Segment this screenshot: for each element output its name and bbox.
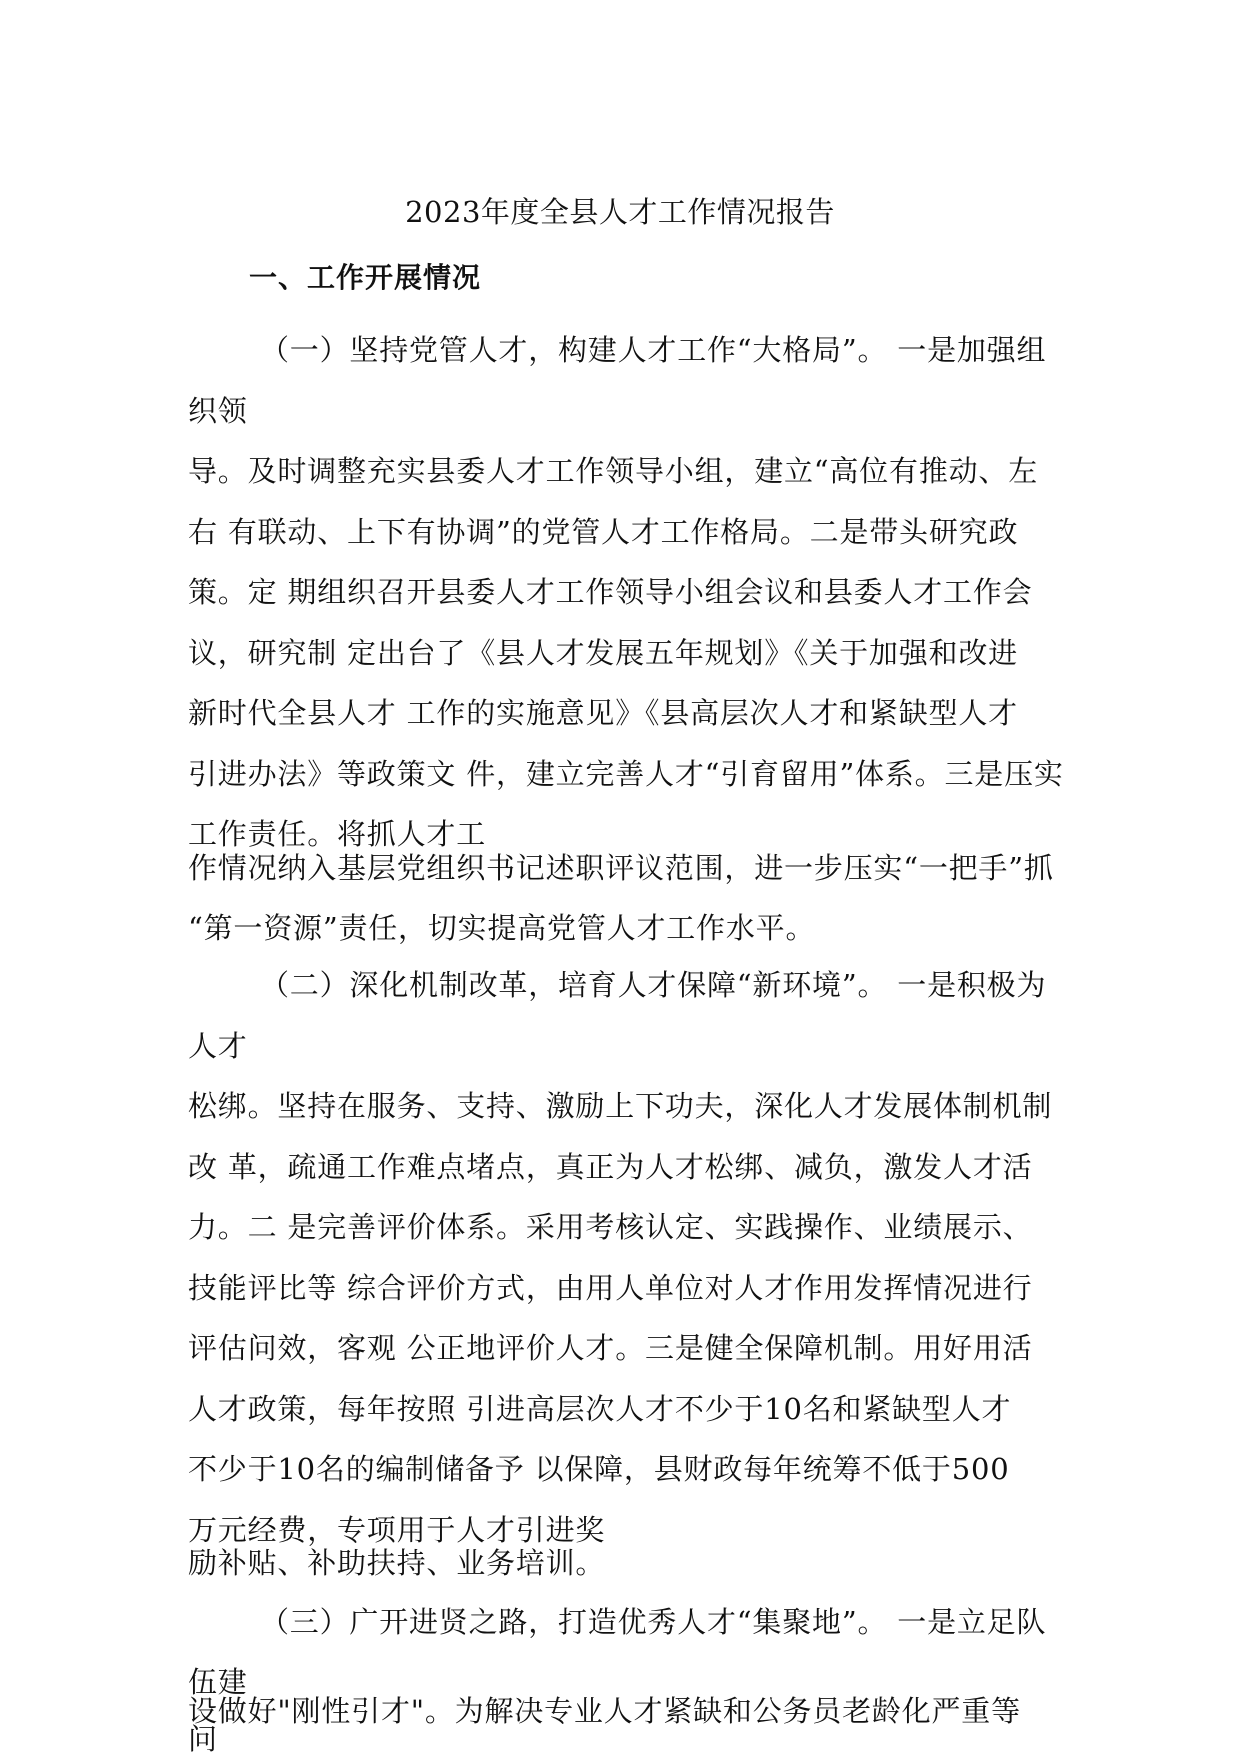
paragraph-1-text: （一）坚持党管人才，构建人才工作“大格局”。 一是加强组织领 导。及时调整充实县委人才工作领导小组，建立“高位有推动、左 右 有联动、上下有协调”的党管人才工作格局。二是带头研究政 策。定 期组织召开县委人才工作领导小组会议和县委人才工作会 议，研究制 定出台了《县人才发展五年规划》《关于加强和改进 新时代全县人才 工作的实施意见》《县高层次人才和紧缺型人才 引进办法》等政策文 件，建立完善人才“引育留用”体系。三是压实 工作责任。将抓人才工 [188, 333, 1064, 851]
paragraph-2 [188, 955, 1068, 1560]
paragraph-3-continued: 设做好"刚性引才"。为解决专业人才紧缺和公务员老龄化严重等 问 [188, 1694, 1021, 1756]
paragraph-2-continued: 励补贴、补助扶持、业务培训。 [188, 1546, 606, 1580]
section-heading: 一、工作开展情况 [249, 261, 482, 294]
paragraph-3-text: （三）广开进贤之路，打造优秀人才“集聚地”。 一是立足队伍建 [188, 1605, 1047, 1699]
document-title: 2023年度全县人才工作情况报告 [405, 195, 835, 229]
paragraph-2-text: （二）深化机制改革，培育人才保障“新环境”。 一是积极为人才 松绑。坚持在服务、支持、激励上下功夫，深化人才发展体制机制 改 革，疏通工作难点堵点，真正为人才松绑、减负，激发人才活 力。二 是完善评价体系。采用考核认定、实践操作、业绩展示、 技能评比等 综合评价方式，由用人单位对人才作用发挥情况进行 评估问效，客观 公正地评价人才。三是健全保障机制。用好用活 人才政策，每年按照 引进高层次人才不少于10名和紧缺型人才 不少于10名的编制储备予 以保障，县财政每年统筹不低于500 万元经费，专项用于人才引进奖 [188, 968, 1053, 1547]
paragraph-1 [188, 320, 1068, 865]
paragraph-1-continued: 作情况纳入基层党组织书记述职评议范围，进一步压实“一把手”抓 “第一资源”责任，切实提高党管人才工作水平。 [188, 851, 1054, 945]
